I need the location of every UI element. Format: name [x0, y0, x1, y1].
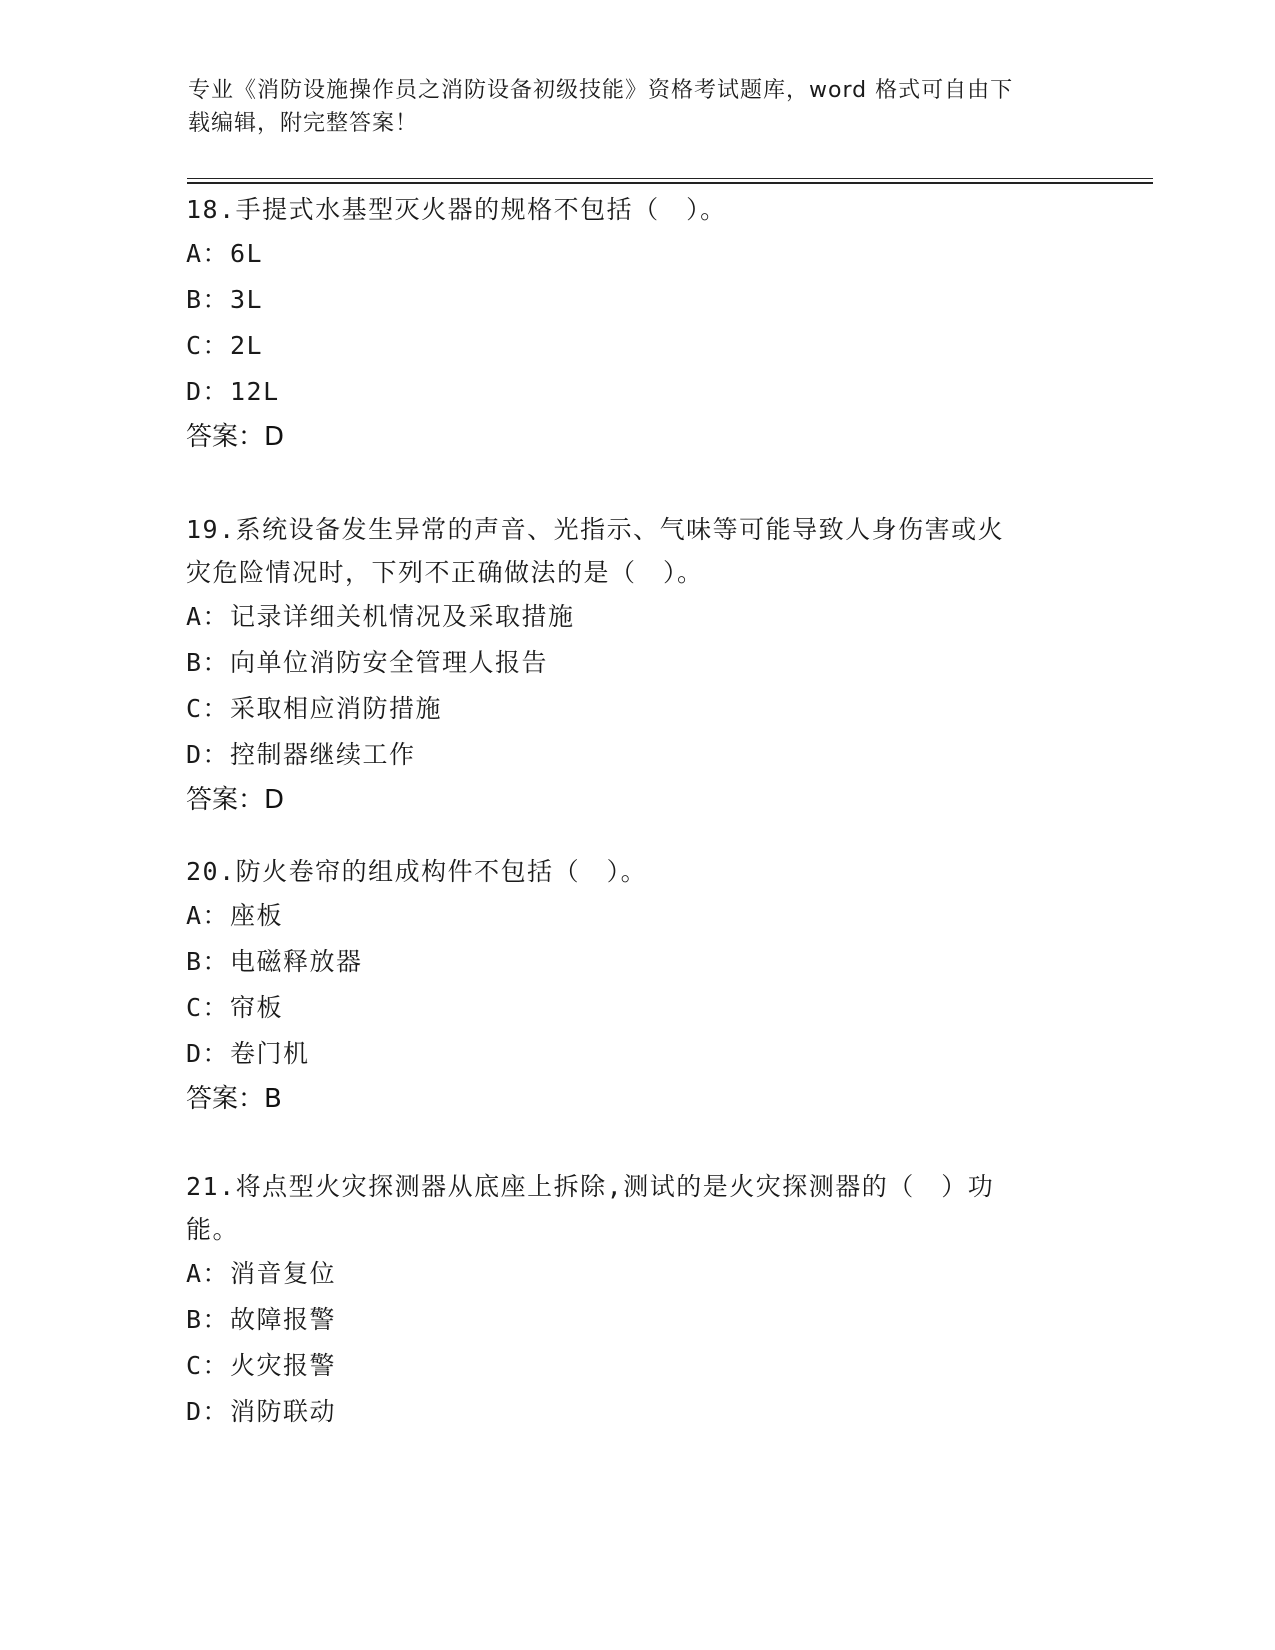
- option-c: [186, 323, 1086, 369]
- option-key: C：: [186, 694, 230, 723]
- option-d: [186, 1389, 1086, 1435]
- question-text-line-1: 21.将点型火灾探测器从底座上拆除,测试的是火灾探测器的（ ）功: [186, 1172, 995, 1201]
- option-b: [186, 939, 1086, 985]
- question-text-line-2: 灾危险情况时，下列不正确做法的是（ ）。: [186, 558, 704, 587]
- question-text-line-1: 19.系统设备发生异常的声音、光指示、气味等可能导致人身伤害或火: [186, 515, 1005, 544]
- option-text: 向单位消防安全管理人报告: [230, 648, 549, 677]
- answer: 答案：D: [186, 422, 285, 452]
- question-text: 18.手提式水基型灭火器的规格不包括（ ）。: [186, 195, 727, 224]
- option-key: C：: [186, 993, 230, 1022]
- option-a: [186, 594, 1086, 640]
- option-d: [186, 369, 1086, 415]
- option-key: B：: [186, 285, 230, 314]
- option-c: [186, 985, 1086, 1031]
- option-c: [186, 686, 1086, 732]
- question-20: [186, 850, 1086, 1121]
- option-text: 卷门机: [230, 1039, 310, 1068]
- option-key: C：: [186, 331, 230, 360]
- answer: 答案：B: [186, 1084, 282, 1114]
- option-key: A：: [186, 239, 230, 268]
- option-text: 记录详细关机情况及采取措施: [230, 602, 575, 631]
- header-line-2: 载编辑，附完整答案！: [188, 111, 419, 136]
- option-key: A：: [186, 901, 230, 930]
- option-key: A：: [186, 1259, 230, 1288]
- option-text: 消音复位: [230, 1259, 337, 1288]
- option-text: 座板: [230, 901, 284, 930]
- option-text: 3L: [230, 285, 264, 314]
- option-a: [186, 1251, 1086, 1297]
- option-b: [186, 1297, 1086, 1343]
- option-text: 12L: [230, 377, 280, 406]
- option-b: [186, 640, 1086, 686]
- option-text: 6L: [230, 239, 264, 268]
- option-b: [186, 277, 1086, 323]
- option-d: [186, 732, 1086, 778]
- document-header: [188, 74, 1088, 140]
- option-text: 2L: [230, 331, 264, 360]
- option-c: [186, 1343, 1086, 1389]
- header-rule-thin: [187, 178, 1153, 179]
- option-key: D：: [186, 1039, 230, 1068]
- option-d: [186, 1031, 1086, 1077]
- option-a: [186, 893, 1086, 939]
- option-text: 采取相应消防措施: [230, 694, 443, 723]
- answer: 答案：D: [186, 785, 285, 815]
- option-text: 帘板: [230, 993, 284, 1022]
- question-21: [186, 1165, 1086, 1435]
- option-text: 控制器继续工作: [230, 740, 416, 769]
- question-19: [186, 508, 1086, 822]
- option-key: C：: [186, 1351, 230, 1380]
- question-18: [186, 188, 1086, 459]
- header-line-1: 专业《消防设施操作员之消防设备初级技能》资格考试题库，word 格式可自由下: [188, 78, 1014, 103]
- option-key: D：: [186, 740, 230, 769]
- option-text: 故障报警: [230, 1305, 337, 1334]
- option-key: D：: [186, 377, 230, 406]
- option-key: B：: [186, 648, 230, 677]
- option-text: 消防联动: [230, 1397, 337, 1426]
- option-text: 电磁释放器: [230, 947, 363, 976]
- option-key: B：: [186, 1305, 230, 1334]
- option-a: [186, 231, 1086, 277]
- option-key: D：: [186, 1397, 230, 1426]
- question-text-line-2: 能。: [186, 1215, 240, 1244]
- option-key: B：: [186, 947, 230, 976]
- option-key: A：: [186, 602, 230, 631]
- header-rule-thick: [187, 182, 1153, 184]
- option-text: 火灾报警: [230, 1351, 337, 1380]
- question-text: 20.防火卷帘的组成构件不包括（ ）。: [186, 857, 648, 886]
